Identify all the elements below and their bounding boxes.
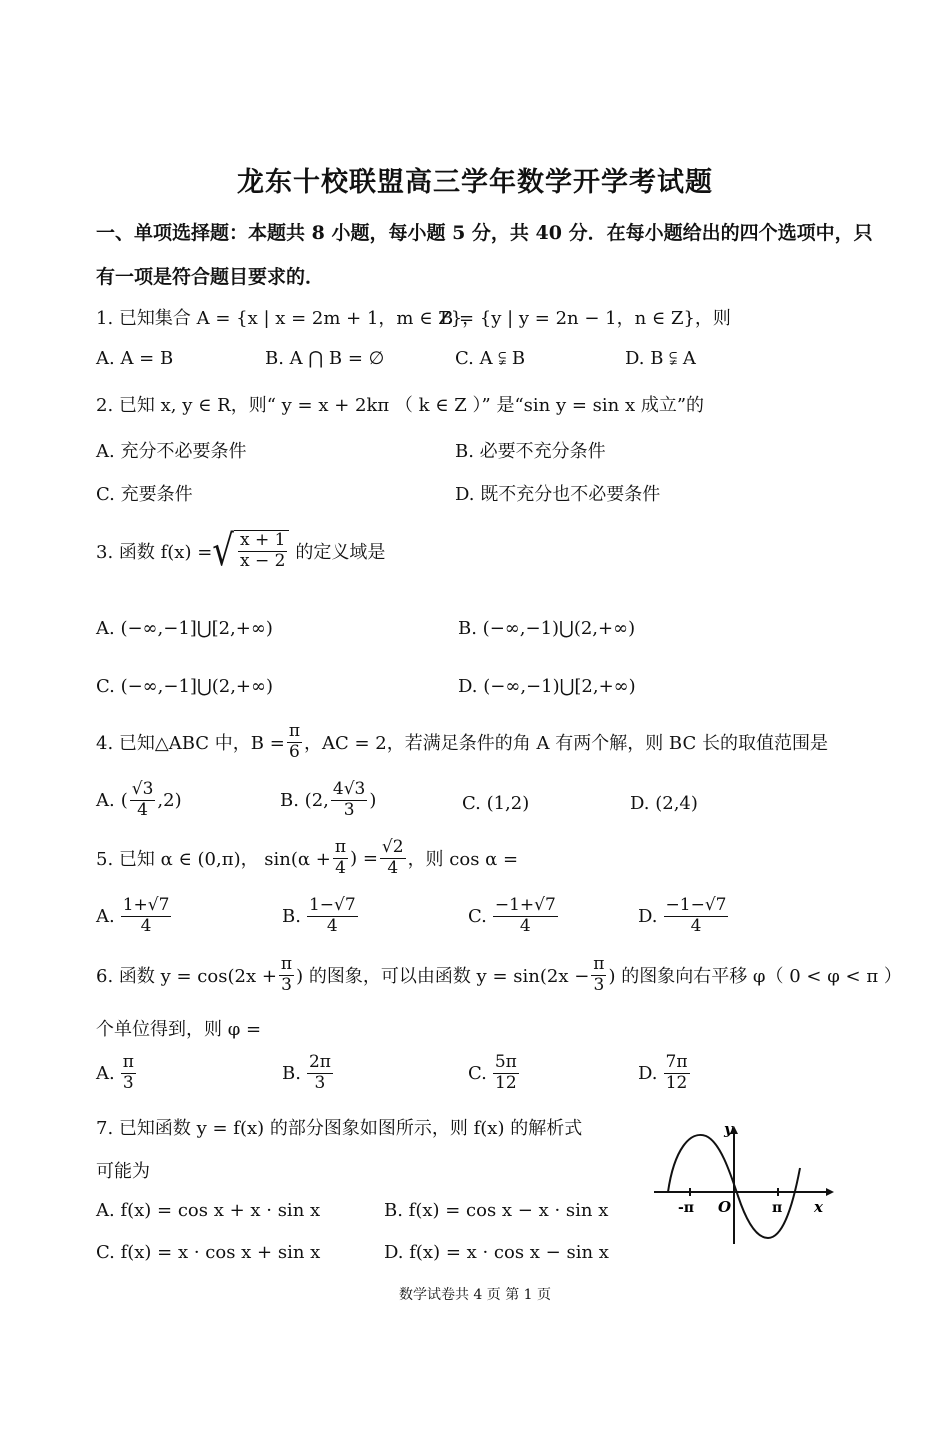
q3-sqrt [212, 525, 289, 576]
q2-stem: 2. 已知 x, y ∈ R，则“ y = x + 2kπ （ k ∈ Z ）” 是“sin y = sin x 成立”的 [96, 395, 705, 416]
q6-option-c [468, 1053, 521, 1093]
q4-stem-prefix: 4. 已知△ABC 中，B = [96, 733, 285, 755]
q4-option-a-num: √3 [131, 779, 154, 799]
q7-stem-line2: 可能为 [96, 1161, 150, 1182]
q6-option-a-label: A. [96, 1062, 115, 1084]
q5-option-c-num: −1+√7 [494, 895, 556, 915]
q1-option-d: D. B ⫋ A [625, 348, 696, 369]
q6-fraction-2 [591, 955, 606, 995]
q3-option-c: C. (−∞,−1]⋃(2,+∞) [96, 676, 274, 697]
q1-option-b: B. A ⋂ B = ∅ [265, 348, 385, 369]
graph-y-label: y [724, 1120, 733, 1138]
q6-option-d-den: 12 [665, 1072, 688, 1093]
q4-stem-suffix: ，AC = 2，若满足条件的角 A 有两个解，则 BC 长的取值范围是 [304, 733, 828, 755]
q4-option-a-fraction [130, 780, 156, 820]
q5-option-b-label: B. [282, 905, 301, 927]
q2-option-d: D. 既不充分也不必要条件 [455, 484, 661, 505]
q1-option-a: A. A = B [96, 348, 174, 369]
graph-origin-label: O [718, 1198, 732, 1216]
q6-option-b-label: B. [282, 1062, 301, 1084]
q5-option-a [96, 896, 173, 936]
q6-option-d [638, 1053, 692, 1093]
q6-option-c-fraction [493, 1053, 519, 1093]
q6-stem-line2: 个单位得到，则 φ = [96, 1019, 262, 1040]
q5-stem [96, 838, 518, 878]
q7-option-a: A. f(x) = cos x + x · sin x [96, 1200, 321, 1221]
q2-option-a: A. 充分不必要条件 [96, 441, 247, 462]
q5-option-a-den: 4 [140, 915, 152, 936]
q5-value-fraction [380, 838, 406, 878]
q5-option-a-label: A. [96, 905, 115, 927]
section-heading-line2: 有一项是符合题目要求的． [96, 266, 325, 288]
q4-option-b [280, 780, 376, 820]
q6-option-a-fraction [121, 1053, 136, 1093]
q5-option-d-label: D. [638, 905, 658, 927]
graph-pi-label: π [772, 1200, 783, 1216]
q1-option-c: C. A ⫋ B [455, 348, 526, 369]
q4-option-b-tail: ) [369, 789, 377, 811]
q5-pi-den: 4 [335, 857, 346, 878]
q4-angle-fraction [287, 722, 302, 762]
q6-option-d-fraction [664, 1053, 690, 1093]
q7-function-graph [650, 1120, 840, 1250]
q5-option-c-fraction [493, 896, 558, 936]
q6-option-c-den: 12 [495, 1072, 517, 1093]
q6-option-d-num: 7π [665, 1052, 688, 1072]
q5-pi-fraction [333, 838, 348, 878]
q5-option-d-fraction [664, 896, 729, 936]
q6-stem [96, 955, 902, 995]
q4-option-a-label: A. [96, 789, 115, 811]
q5-option-d-num: −1−√7 [665, 895, 727, 915]
q5-option-b [282, 896, 360, 936]
q1-stem-a: 1. 已知集合 A = {x | x = 2m + 1，m ∈ Z}， [96, 308, 481, 329]
q4-option-d: D. (2,4) [630, 793, 698, 814]
q6-fraction-2-den: 3 [593, 974, 605, 995]
q6-stem-c: ) 的图象向右平移 φ（ 0 < φ < π ） [608, 966, 902, 988]
graph-neg-pi-label: -π [678, 1200, 695, 1216]
q5-option-b-fraction [307, 896, 358, 936]
q3-stem [96, 525, 386, 576]
q7-option-b: B. f(x) = cos x − x · sin x [384, 1200, 609, 1221]
q6-option-b-den: 3 [314, 1072, 326, 1093]
q6-fraction-1-num: π [280, 954, 293, 974]
q5-stem-suffix: ，则 cos α = [407, 849, 519, 871]
q7-option-d: D. f(x) = x · cos x − sin x [384, 1242, 609, 1263]
q3-numerator: x + 1 [239, 530, 286, 550]
q6-fraction-2-num: π [593, 954, 605, 974]
q4-option-a-den: 4 [137, 799, 148, 820]
q5-stem-prefix: 5. 已知 α ∈ (0,π)， sin(α + [96, 849, 331, 871]
graph-x-label: x [814, 1198, 823, 1216]
q5-option-d [638, 896, 730, 936]
q6-option-c-label: C. [468, 1062, 487, 1084]
q5-option-a-fraction [121, 896, 172, 936]
q5-stem-mid: ) = [350, 847, 378, 869]
q2-option-b: B. 必要不充分条件 [455, 441, 606, 462]
q5-pi-num: π [334, 837, 347, 857]
q5-value-den: 4 [387, 857, 399, 878]
q6-option-a [96, 1053, 138, 1093]
q6-option-a-num: π [122, 1052, 134, 1072]
q3-option-b: B. (−∞,−1)⋃(2,+∞) [458, 618, 636, 639]
q6-stem-a: 6. 函数 y = cos(2x + [96, 966, 277, 988]
q4-option-c: C. (1,2) [462, 793, 530, 814]
q5-option-c-label: C. [468, 905, 487, 927]
q5-option-d-den: 4 [690, 915, 702, 936]
q6-option-a-den: 3 [122, 1072, 134, 1093]
q6-option-c-num: 5π [494, 1052, 517, 1072]
q5-option-b-den: 4 [326, 915, 338, 936]
page-footer: 数学试卷共 4 页 第 1 页 [398, 1287, 552, 1303]
q3-stem-prefix: 3. 函数 f(x) = [96, 541, 213, 563]
q5-value-num: √2 [381, 837, 404, 857]
q5-option-a-num: 1+√7 [122, 895, 170, 915]
q3-stem-suffix: 的定义域是 [295, 541, 386, 563]
x-axis-arrow-icon [826, 1188, 834, 1196]
q6-option-d-label: D. [638, 1062, 658, 1084]
q4-option-a: A. ( $\frac{√3}{4}$ ,2) [96, 779, 182, 820]
q5-option-c-den: 4 [519, 915, 531, 936]
q3-option-a: A. (−∞,−1]⋃[2,+∞) [96, 618, 273, 639]
q2-option-c: C. 充要条件 [96, 484, 193, 505]
page-title: 龙东十校联盟高三学年数学开学考试题 [237, 167, 713, 198]
q4-option-b-label: B. (2, [280, 789, 329, 811]
radical-sign-icon: √ [212, 525, 234, 576]
q3-fraction [238, 531, 287, 571]
q4-option-b-den: 3 [343, 799, 355, 820]
q6-option-b-fraction [307, 1053, 333, 1093]
q5-option-c [468, 896, 560, 936]
q3-option-d: D. (−∞,−1)⋃[2,+∞) [458, 676, 636, 697]
section-heading-line1: 一、单项选择题：本题共 8 小题，每小题 5 分，共 40 分．在每小题给出的四个选项中，只 [96, 222, 873, 244]
q4-option-a-tail: ,2) [157, 789, 182, 811]
q7-option-c: C. f(x) = x · cos x + sin x [96, 1242, 321, 1263]
q4-option-b-num: 4√3 [332, 779, 366, 799]
q1-stem-b: B = {y | y = 2n − 1，n ∈ Z}，则 [440, 308, 731, 329]
q6-option-b [282, 1053, 335, 1093]
q5-option-b-num: 1−√7 [308, 895, 356, 915]
q6-fraction-1 [279, 955, 294, 995]
q4-option-b-fraction [331, 780, 367, 820]
q6-fraction-1-den: 3 [281, 974, 292, 995]
q3-denominator: x − 2 [239, 550, 286, 571]
q6-stem-b: ) 的图象，可以由函数 y = sin(2x − [296, 966, 590, 988]
q6-option-b-num: 2π [308, 1052, 331, 1072]
q4-angle-den: 6 [289, 741, 300, 762]
q4-stem [96, 722, 828, 762]
q4-angle-num: π [288, 721, 301, 741]
q7-stem: 7. 已知函数 y = f(x) 的部分图象如图所示，则 f(x) 的解析式 [96, 1118, 583, 1139]
